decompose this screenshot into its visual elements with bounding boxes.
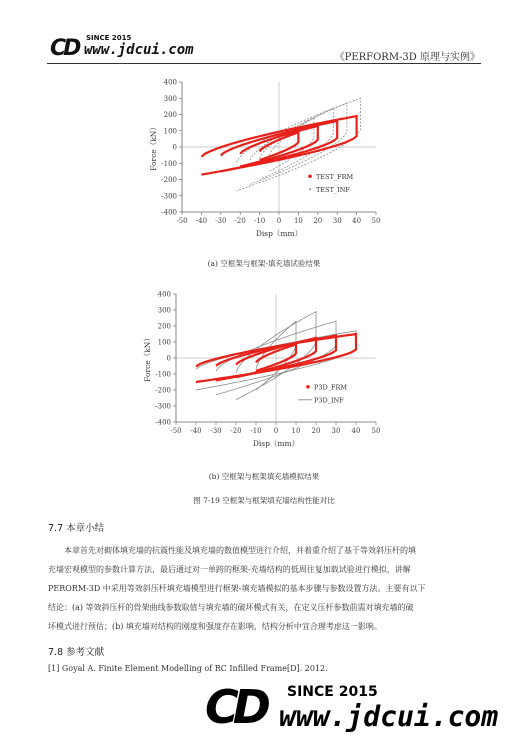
summary-line: PERORM-3D 中采用等效斜压杆填充墙模型进行框架-填充墙模拟的基本步骤与参数设置方法。主要有以下: [48, 584, 426, 593]
y-axis-label: Force（kN）: [143, 334, 152, 382]
y-tick-label: 100: [157, 338, 171, 347]
legend-label: TEST_INF: [316, 185, 350, 194]
y-tick-label: 200: [163, 111, 177, 119]
y-tick-label: -400: [161, 208, 177, 217]
legend-marker: [308, 174, 312, 178]
y-tick-label: 100: [163, 127, 177, 136]
x-tick-label: 40: [351, 427, 361, 435]
x-tick-label: 40: [352, 217, 362, 225]
y-tick-label: 400: [157, 290, 171, 299]
legend-label: P3D_FRM: [314, 383, 348, 392]
x-tick-label: 50: [371, 427, 381, 435]
legend-marker: [306, 385, 310, 389]
book-title: 《PERFORM-3D 原理与实例》: [334, 52, 480, 63]
header-rule: [47, 63, 481, 64]
y-tick-label: -300: [161, 192, 177, 201]
logo-mark: CD: [50, 36, 79, 61]
x-axis-label: Disp（mm）: [255, 229, 303, 238]
x-tick-label: -40: [190, 427, 202, 435]
summary-line: 坏模式进行预估；(b) 填充墙对结构的刚度和强度存在影响，结构分析中宜合理考虑这一影响。: [48, 622, 382, 631]
y-tick-label: -300: [155, 402, 171, 411]
y-axis-label: Force（kN）: [149, 123, 158, 171]
footer-logo-since: SINCE 2015: [287, 684, 378, 700]
x-tick-label: -20: [234, 217, 246, 225]
caption-a: (a) 空框架与框架-填充墙试验结果: [207, 259, 321, 268]
y-tick-label: 300: [163, 94, 177, 103]
header-logo: [50, 34, 200, 60]
y-tick-label: -200: [161, 176, 177, 184]
reference-item: [1] Goyal A. Finite Element Modelling of RC Infilled Frame[D]. 2012.: [48, 664, 328, 673]
chart-test-results: [140, 76, 390, 246]
legend-marker: [309, 188, 311, 190]
caption-b: (b) 空框架与框架填充墙模拟结果: [208, 472, 320, 481]
section-heading-summary: 7.7 本章小结: [48, 523, 105, 534]
x-tick-label: 30: [331, 427, 341, 435]
legend-label: P3D_INF: [314, 396, 344, 405]
x-tick-label: -50: [176, 217, 188, 225]
x-axis-label: Disp（mm）: [252, 439, 300, 448]
footer-logo-url: www.jdcui.com: [279, 700, 499, 733]
x-tick-label: 50: [371, 217, 381, 225]
footer-logo-mark: CD: [205, 680, 265, 734]
x-tick-label: 20: [313, 217, 323, 225]
y-tick-label: 0: [166, 354, 171, 363]
logo-url: www.jdcui.com: [84, 42, 194, 58]
summary-line: 结论：(a) 等效斜压杆的骨架曲线参数取值与填充墙的破坏模式有关，在定义压杆参数前需对填充墙的破: [48, 603, 414, 612]
chart-sim-results: [134, 288, 390, 458]
y-tick-label: -200: [155, 386, 171, 395]
y-tick-label: -400: [155, 418, 171, 427]
y-tick-label: 400: [163, 78, 177, 87]
summary-line: 充墙宏观模型的参数计算方法，最后通过对一单跨的框架-充墙结构的低周往复加载试验进行模拟，讲解: [48, 565, 411, 574]
x-tick-label: 0: [273, 427, 279, 435]
x-tick-label: -20: [230, 427, 242, 435]
y-tick-label: 200: [157, 322, 171, 331]
x-tick-label: 30: [332, 217, 342, 225]
x-tick-label: -30: [210, 427, 222, 435]
x-tick-label: 10: [293, 217, 303, 225]
y-tick-label: 300: [157, 306, 171, 315]
logo-since: SINCE 2015: [86, 34, 132, 42]
chart-sim-svg: [134, 288, 390, 458]
y-tick-label: 0: [172, 143, 177, 152]
x-tick-label: 20: [311, 427, 321, 435]
x-tick-label: 0: [276, 217, 282, 225]
chart-test-svg: [140, 76, 390, 246]
footer-watermark-logo: [205, 680, 505, 740]
x-tick-label: 10: [291, 427, 301, 435]
x-tick-label: -50: [170, 427, 182, 435]
x-tick-label: -10: [250, 427, 262, 435]
figure-caption: 图 7-19 空框架与框架填充墙结构性能对比: [193, 496, 335, 505]
legend-label: TEST_FRM: [316, 172, 354, 181]
section-heading-references: 7.8 参考文献: [48, 647, 105, 658]
y-tick-label: -100: [155, 370, 171, 379]
x-tick-label: -10: [253, 217, 266, 225]
x-tick-label: -40: [195, 217, 208, 225]
y-tick-label: -100: [161, 159, 177, 168]
x-tick-label: -30: [215, 217, 227, 225]
summary-line: 本章首先对砌体填充墙的抗震性能及填充墙的数值模型进行介绍，并着重介绍了基于等效斜压杆的填: [64, 546, 416, 555]
summary-paragraph: [48, 541, 480, 636]
